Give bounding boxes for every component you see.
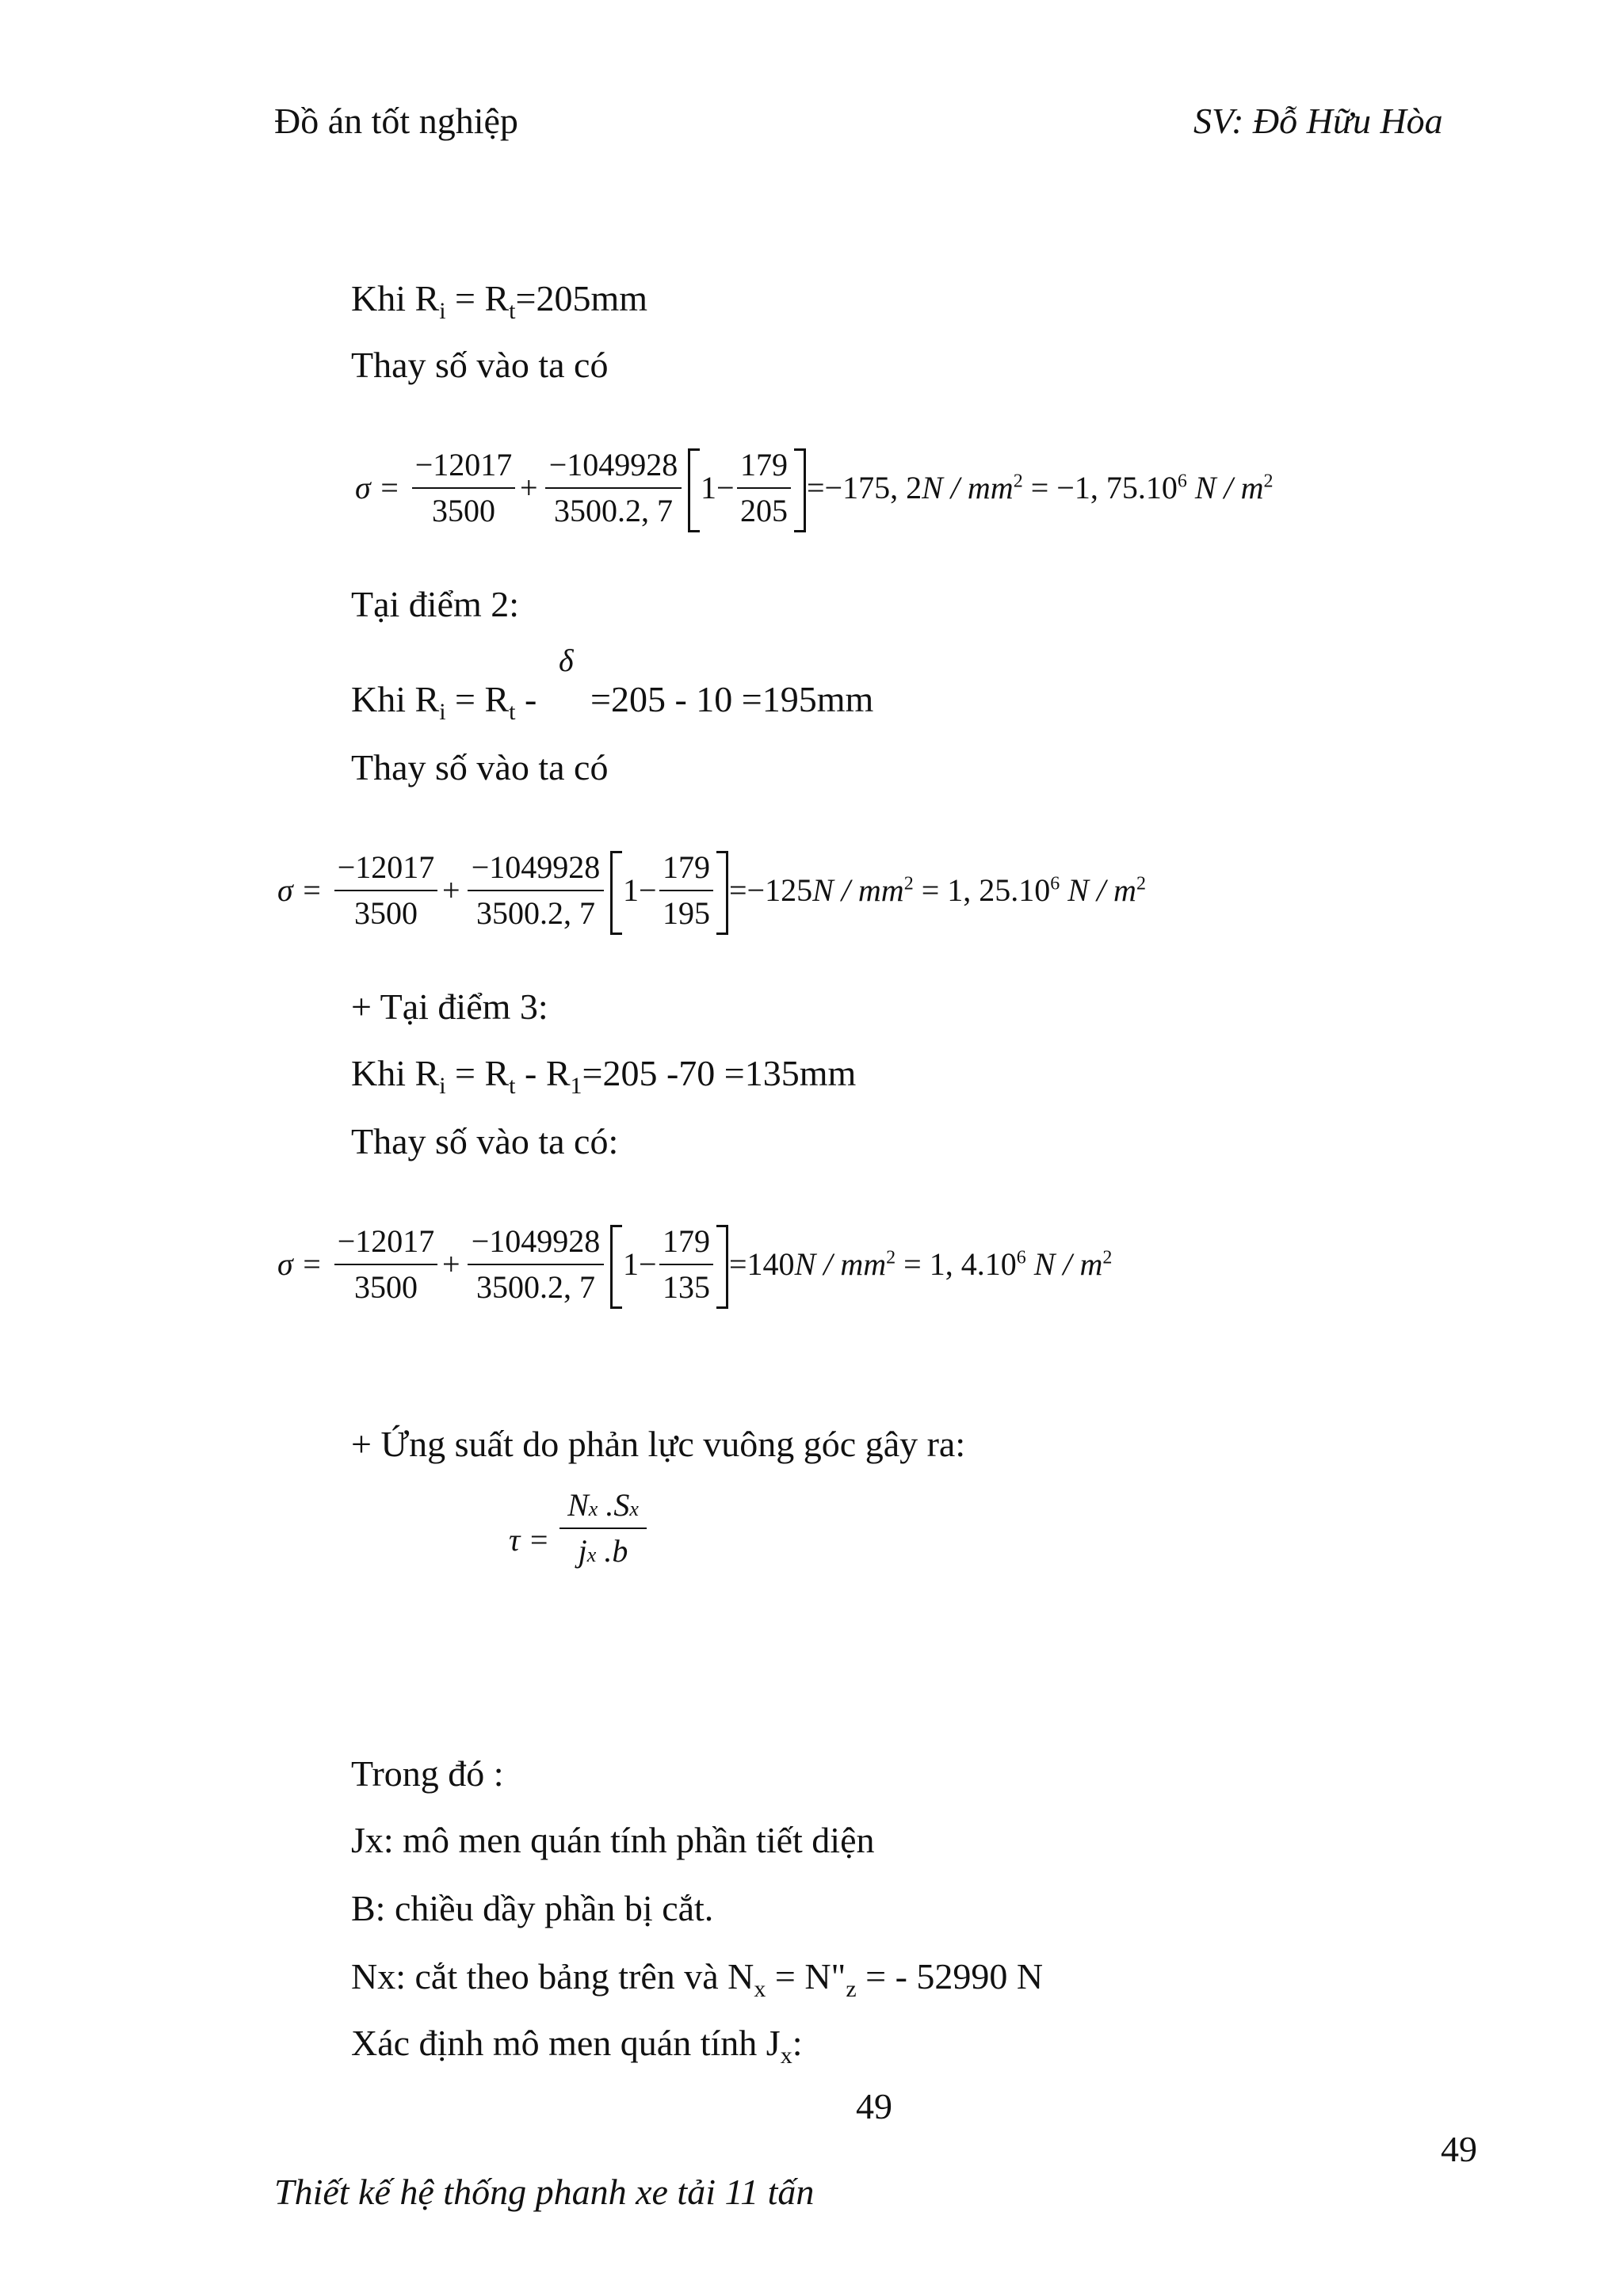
- eq1-plus: +: [520, 470, 538, 505]
- eq1-one-minus: 1−: [701, 470, 735, 505]
- eq3-left-bracket: [610, 1225, 622, 1309]
- condition-line-3: Khi $R_i = R_t - R_1=205$ -70 =135mm: [351, 1053, 857, 1099]
- where-heading: Trong đó :: [351, 1753, 504, 1794]
- eq2-left-bracket: [610, 851, 622, 935]
- eq1-fraction-2: −1049928 3500.2, 7: [545, 449, 682, 527]
- eq3-fraction-1: −12017 3500: [334, 1226, 437, 1303]
- eq1-fraction-3: 179 205: [737, 449, 791, 527]
- substitute-line-1: Thay số vào ta có: [351, 345, 609, 385]
- eq2-fraction-2: −1049928 3500.2, 7: [468, 852, 604, 929]
- eq3-one-minus: 1−: [623, 1246, 657, 1282]
- footer-title: Thiết kế hệ thống phanh xe tải 11 tấn: [274, 2172, 815, 2212]
- eq2-one-minus: 1−: [623, 872, 657, 908]
- page-number-right: 49: [1441, 2129, 1477, 2169]
- eq1-fraction-1: −12017 3500: [412, 449, 515, 527]
- eq2-lhs: σ =: [277, 872, 323, 908]
- eq2-fraction-3: 179 195: [659, 852, 713, 929]
- header-right: SV: Đỗ Hữu Hòa: [1193, 101, 1443, 141]
- tau-fraction: Nx .Sx jx .b: [559, 1489, 647, 1567]
- substitute-line-2: Thay số vào ta có: [351, 747, 609, 788]
- eq3-plus: +: [442, 1246, 460, 1282]
- delta-symbol: δ: [559, 643, 574, 678]
- point-2-heading: Tại điểm 2:: [351, 584, 520, 624]
- definition-b: B: chiều dầy phần bị cắt.: [351, 1888, 714, 1928]
- shear-stress-heading: + Ứng suất do phản lực vuông góc gây ra:: [351, 1424, 966, 1464]
- eq2-fraction-1: −12017 3500: [334, 852, 437, 929]
- definition-jx: Jx: mô men quán tính phần tiết diện: [351, 1820, 875, 1860]
- eq2-plus: +: [442, 872, 460, 908]
- eq3-result: $=140N / mm^2 = 1$, 4.10$^6$ N / $m^2$: [729, 1246, 1113, 1282]
- eq1-result: =−175, $2N / mm^2 = -1$, 75.10$^6$ N / $m^2$: [807, 470, 1274, 505]
- eq1-right-bracket: [794, 448, 806, 532]
- eq3-fraction-2: −1049928 3500.2, 7: [468, 1226, 604, 1303]
- eq3-fraction-3: 179 135: [659, 1226, 713, 1303]
- eq1-lhs: σ =: [355, 470, 400, 505]
- page-number-center: 49: [856, 2086, 892, 2126]
- eq2-right-bracket: [716, 851, 728, 935]
- eq2-result: $=-125N / mm^2 = 1$, 25.10$^6$ N / $m^2$: [729, 872, 1146, 908]
- eq1-left-bracket: [688, 448, 700, 532]
- condition-line-2-value: =205 - 10 =195mm: [590, 679, 874, 719]
- eq3-right-bracket: [716, 1225, 728, 1309]
- substitute-line-3: Thay số vào ta có:: [351, 1121, 619, 1161]
- eq3-lhs: σ =: [277, 1246, 323, 1282]
- determine-jx: Xác định mô men quán tính $J_x$:: [351, 2023, 803, 2069]
- tau-lhs: τ =: [509, 1522, 550, 1558]
- condition-line-1: Khi $R_i = R_t=205mm$: [351, 278, 648, 324]
- header-left: Đồ án tốt nghiệp: [274, 101, 518, 141]
- condition-line-2: Khi $R_i = R_t$ -: [351, 679, 537, 725]
- point-3-heading: + Tại điểm 3:: [351, 986, 548, 1027]
- definition-nx: Nx: cắt theo bảng trên và $N_x$ = $N"_z$ = - 52990 N: [351, 1956, 1044, 2002]
